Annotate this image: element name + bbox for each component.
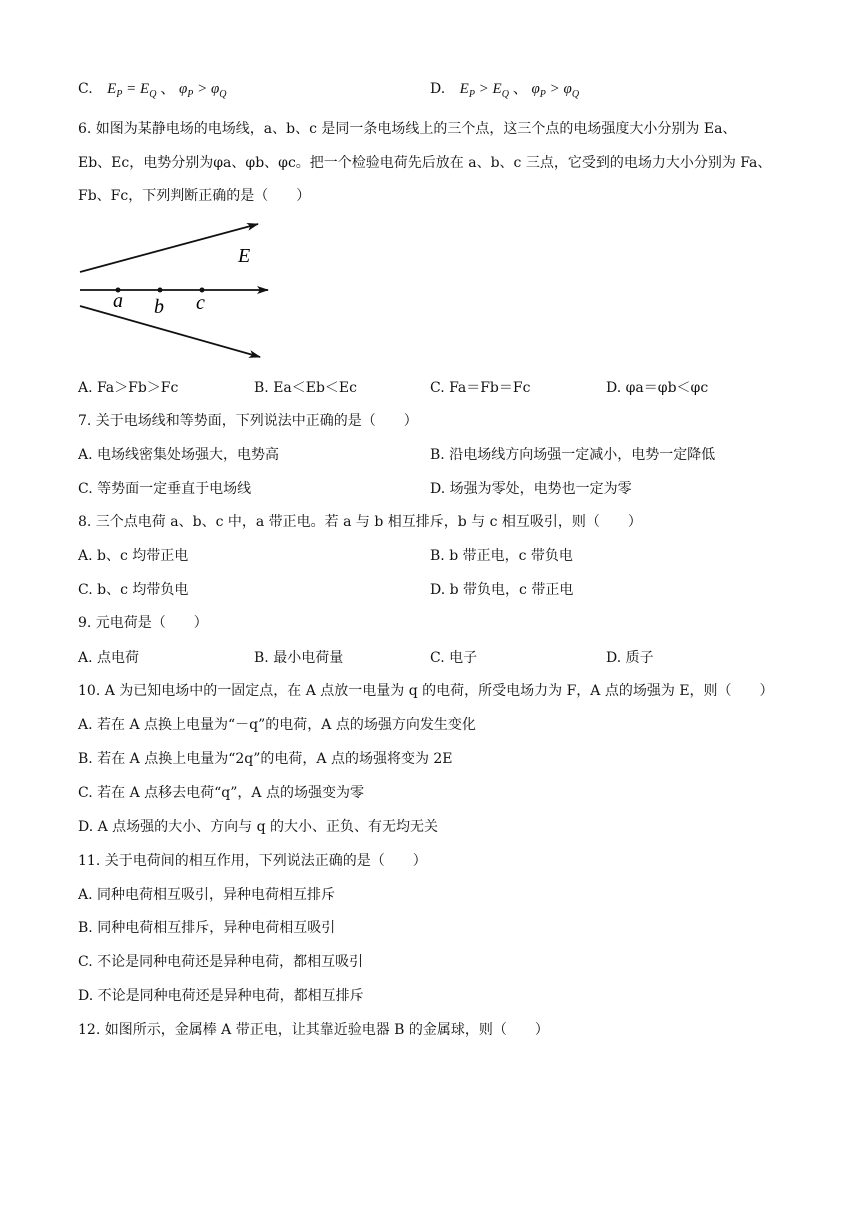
q9-option-b: B. 最小电荷量 [254, 650, 344, 666]
q6-stem-line3: Fb、Fc，下列判断正确的是（ ） [78, 188, 311, 204]
q7-option-b: B. 沿电场线方向场强一定减小，电势一定降低 [430, 447, 716, 463]
q10-option-b: B. 若在 A 点换上电量为“2q”的电荷，A 点的场强将变为 2E [78, 751, 453, 767]
label-a: a [113, 290, 123, 312]
q8-option-a: A. b、c 均带正电 [78, 548, 189, 564]
q7-option-d: D. 场强为零处，电势也一定为零 [430, 481, 632, 497]
q9-stem: 9. 元电荷是（ ） [78, 615, 208, 631]
q6-option-b: B. Ea＜Eb＜Ec [254, 380, 357, 396]
q5-option-c-expr: $E_P = E_Q$ 、 $\varphi_P > \varphi_Q$ [107, 81, 227, 100]
q8-option-b: B. b 带正电，c 带负电 [430, 548, 573, 564]
q11-option-a: A. 同种电荷相互吸引，异种电荷相互排斥 [78, 887, 336, 903]
label-b: b [154, 296, 164, 318]
point-b-dot [158, 288, 163, 293]
label-c: c [196, 292, 205, 314]
q11-option-c: C. 不论是同种电荷还是异种电荷，都相互吸引 [78, 954, 364, 970]
q6-option-c: C. Fa＝Fb＝Fc [430, 380, 531, 396]
label-E: E [238, 245, 251, 267]
option-label: D. [430, 81, 446, 97]
q11-option-d: D. 不论是同种电荷还是异种电荷，都相互排斥 [78, 988, 364, 1004]
q10-stem: 10. A 为已知电场中的一固定点，在 A 点放一电量为 q 的电荷，所受电场力为 F，A 点的场强为 E，则（ ） [78, 683, 774, 699]
field-line-upper [80, 224, 258, 272]
q10-option-c: C. 若在 A 点移去电荷“q”，A 点的场强变为零 [78, 785, 364, 801]
electric-field-figure [78, 220, 278, 365]
q6-option-a: A. Fa＞Fb＞Fc [78, 380, 179, 396]
q11-option-b: B. 同种电荷相互排斥，异种电荷相互吸引 [78, 920, 336, 936]
q10-option-a: A. 若在 A 点换上电量为“－q”的电荷，A 点的场强方向发生变化 [78, 717, 476, 733]
q5-option-d [430, 79, 579, 105]
q10-option-d: D. A 点场强的大小、方向与 q 的大小、正负、有无均无关 [78, 819, 439, 835]
q6-stem-line1: 6. 如图为某静电场的电场线，a、b、c 是同一条电场线上的三个点，这三个点的电场强度大小分别为 Ea、 [78, 121, 737, 137]
q9-option-c: C. 电子 [430, 650, 478, 666]
q7-stem: 7. 关于电场线和等势面，下列说法中正确的是（ ） [78, 413, 418, 429]
q9-option-a: A. 点电荷 [78, 650, 140, 666]
q7-option-c: C. 等势面一定垂直于电场线 [78, 481, 252, 497]
q8-stem: 8. 三个点电荷 a、b、c 中，a 带正电。若 a 与 b 相互排斥，b 与 c 相互吸引，则（ ） [78, 514, 642, 530]
q8-option-d: D. b 带负电，c 带正电 [430, 582, 574, 598]
q5-option-d-expr: $E_P > E_Q$ 、 $\varphi_P > \varphi_Q$ [459, 81, 580, 100]
q8-option-c: C. b、c 均带负电 [78, 582, 189, 598]
q9-option-d: D. 质子 [606, 650, 654, 666]
q11-stem: 11. 关于电荷间的相互作用，下列说法正确的是（ ） [78, 853, 427, 869]
q5-option-c [78, 79, 227, 105]
field-line-lower [80, 306, 260, 357]
q6-option-d: D. φa＝φb＜φc [606, 380, 709, 396]
option-label: C. [78, 81, 93, 97]
q7-option-a: A. 电场线密集处场强大，电势高 [78, 447, 280, 463]
q6-stem-line2: Eb、Ec，电势分别为φa、φb、φc。把一个检验电荷先后放在 a、b、c 三点，它受到的电场力大小分别为 Fa、 [78, 155, 772, 171]
q12-stem: 12. 如图所示，金属棒 A 带正电，让其靠近验电器 B 的金属球，则（ ） [78, 1022, 549, 1038]
